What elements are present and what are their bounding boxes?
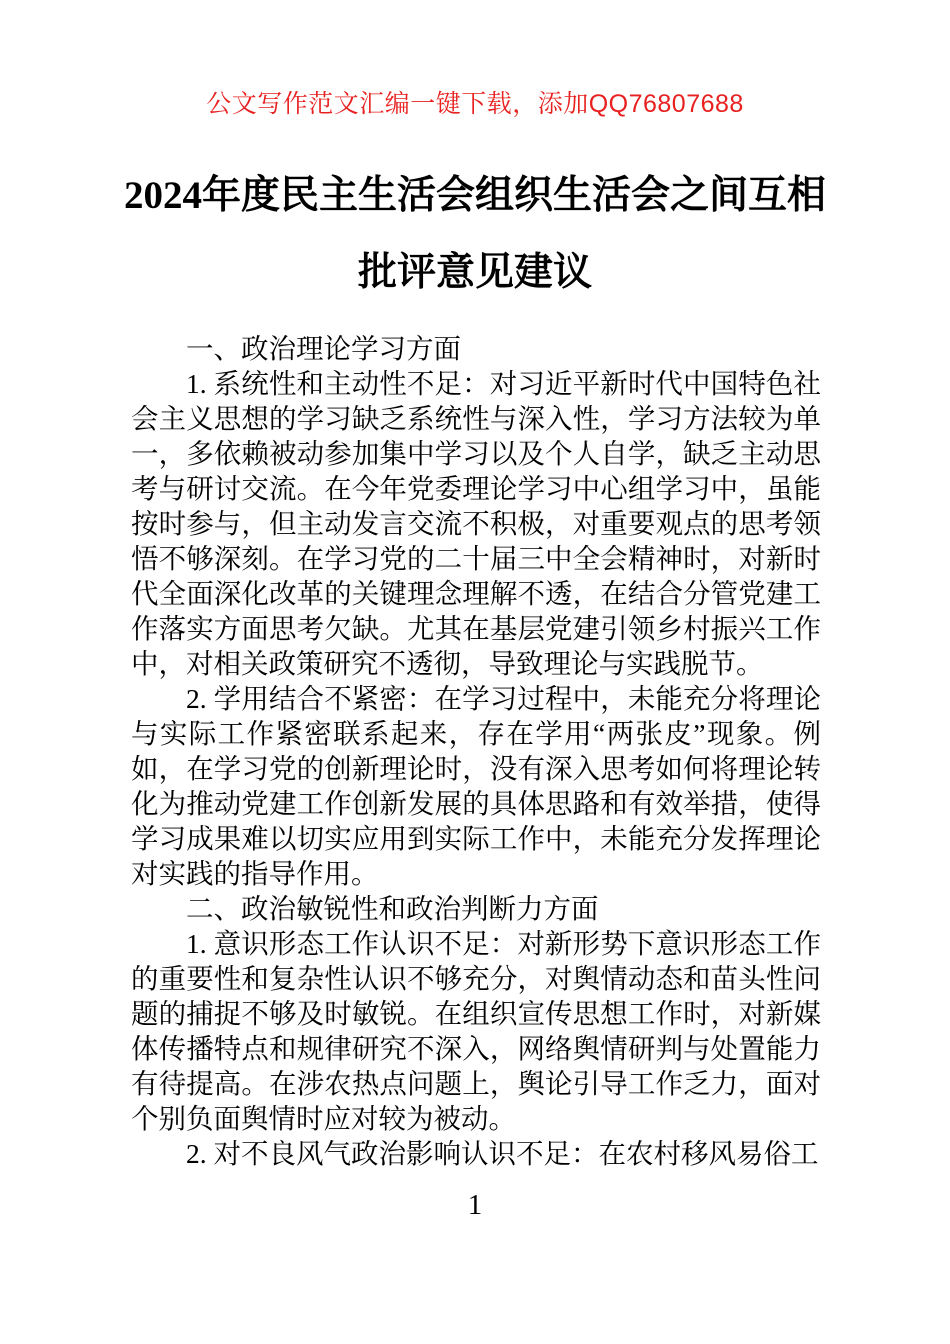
paragraph-political-acuity-1: 1. 意识形态工作认识不足：对新形势下意识形态工作的重要性和复杂性认识不够充分，对舆情动态和苗头性问题的捕捉不够及时敏锐。在组织宣传思想工作时，对新媒体传播特点和规律研究不深入，网络舆情研判与处置能力有待提高。在涉农热点问题上，舆论引导工作乏力，面对个别负面舆情时应对较为被动。 xyxy=(131,928,821,1134)
document-body xyxy=(131,331,821,1171)
section-heading-2: 二、政治敏锐性和政治判断力方面 xyxy=(186,893,599,924)
paragraph-theory-study-1: 1. 系统性和主动性不足：对习近平新时代中国特色社会主义思想的学习缺乏系统性与深入性，学习方法较为单一，多依赖被动参加集中学习以及个人自学，缺乏主动思考与研讨交流。在今年党委理论学习中心组学习中，虽能按时参与，但主动发言交流不积极，对重要观点的思考领悟不够深刻。在学习党的二十届三中全会精神时，对新时代全面深化改革的关键理念理解不透，在结合分管党建工作落实方面思考欠缺。尤其在基层党建引领乡村振兴工作中，对相关政策研究不透彻，导致理论与实践脱节。 xyxy=(131,368,821,679)
paragraph-theory-study-2: 2. 学用结合不紧密：在学习过程中，未能充分将理论与实际工作紧密联系起来，存在学用“两张皮”现象。例如，在学习党的创新理论时，没有深入思考如何将理论转化为推动党建工作创新发展的具体思路和有效举措，使得学习成果难以切实应用到实际工作中，未能充分发挥理论对实践的指导作用。 xyxy=(131,683,821,889)
document-title-line2: 批评意见建议 xyxy=(357,251,592,294)
document-title xyxy=(60,157,890,311)
document-title-line1: 2024年度民主生活会组织生活会之间互相 xyxy=(123,174,826,217)
paragraph-political-acuity-2: 2. 对不良风气政治影响认识不足：在农村移风易俗工 xyxy=(186,1138,819,1169)
promo-banner-text: 公文写作范文汇编一键下载，添加QQ76807688 xyxy=(206,90,744,118)
section-heading-1: 一、政治理论学习方面 xyxy=(186,333,461,364)
page-number: 1 xyxy=(467,1189,483,1221)
